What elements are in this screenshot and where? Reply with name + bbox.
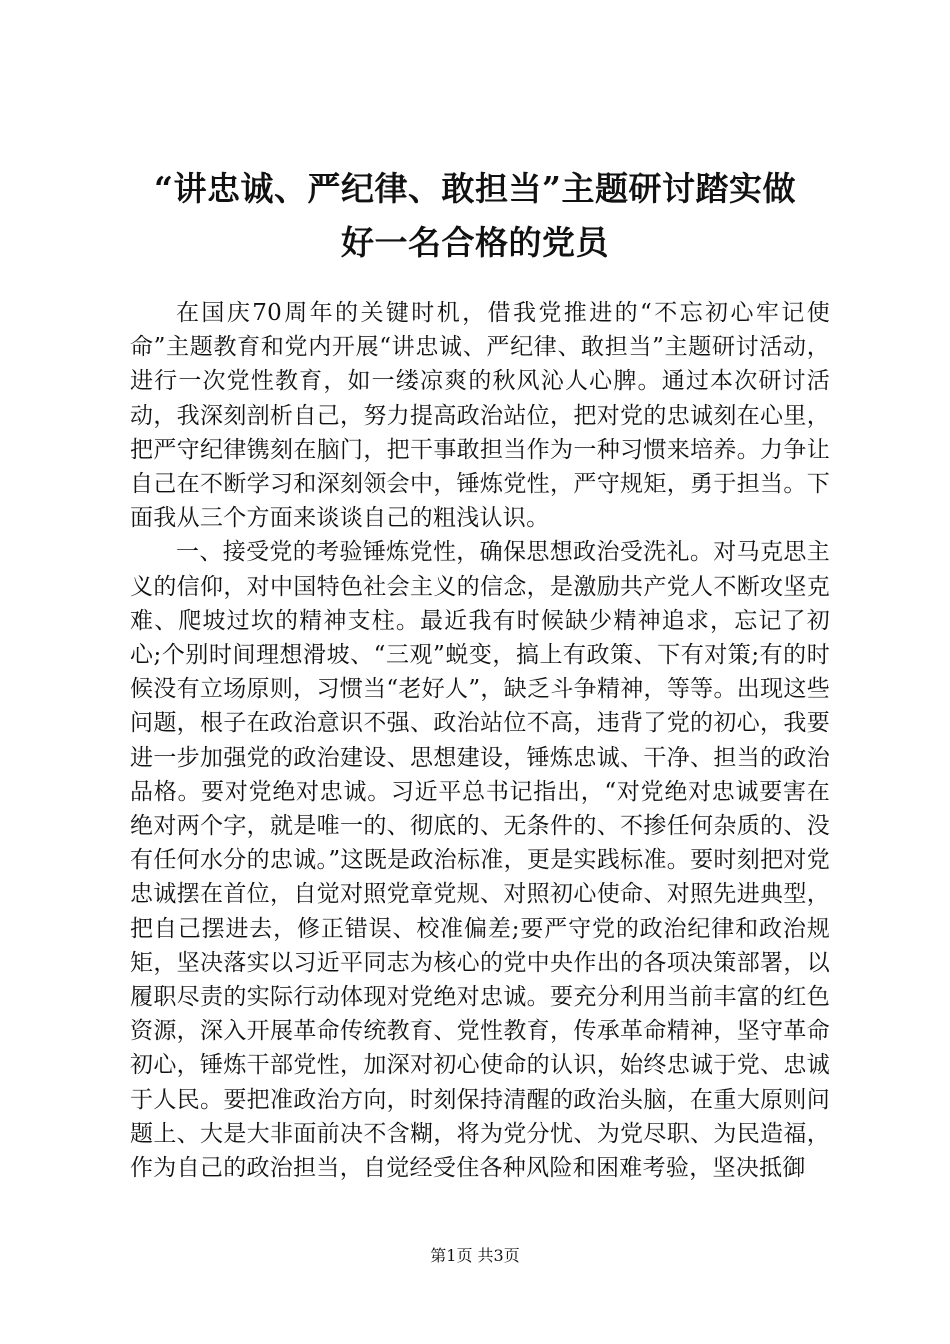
document-body	[130, 296, 830, 1185]
paragraph-section-1: 一、接受党的考验锤炼党性，确保思想政治受洗礼。对马克思主义的信仰，对中国特色社会主义的信念，是激励共产党人不断攻坚克难、爬坡过坎的精神支柱。最近我有时候缺少精神追求，忘记了初心;个别时间理想滑坡、“三观”蜕变，搞上有政策、下有对策;有的时候没有立场原则，习惯当“老好人”，缺乏斗争精神，等等。出现这些问题，根子在政治意识不强、政治站位不高，违背了党的初心，我要进一步加强党的政治建设、思想建设，锤炼忠诚、干净、担当的政治品格。要对党绝对忠诚。习近平总书记指出，“对党绝对忠诚要害在绝对两个字，就是唯一的、彻底的、无条件的、不掺任何杂质的、没有任何水分的忠诚。”这既是政治标准，更是实践标准。要时刻把对党忠诚摆在首位，自觉对照党章党规、对照初心使命、对照先进典型，把自己摆进去，修正错误、校准偏差;要严守党的政治纪律和政治规矩，坚决落实以习近平同志为核心的党中央作出的各项决策部署，以履职尽责的实际行动体现对党绝对忠诚。要充分利用当前丰富的红色资源，深入开展革命传统教育、党性教育，传承革命精神，坚守革命初心，锤炼干部党性，加深对初心使命的认识，始终忠诚于党、忠诚于人民。要把准政治方向，时刻保持清醒的政治头脑，在重大原则问题上、大是大非面前决不含糊，将为党分忧、为党尽职、为民造福，作为自己的政治担当，自觉经受住各种风险和困难考验，坚决抵御	[130, 539, 830, 1182]
document-title-line-2: 好一名合格的党员	[341, 223, 609, 262]
page-footer: 第1页 共3页	[430, 1246, 520, 1265]
paragraph-intro: 在国庆70周年的关键时机，借我党推进的“不忘初心牢记使命”主题教育和党内开展“讲忠诚、严纪律、敢担当”主题研讨活动，进行一次党性教育，如一缕凉爽的秋风沁人心脾。通过本次研讨活动，我深刻剖析自己，努力提高政治站位，把对党的忠诚刻在心里，把严守纪律镌刻在脑门，把干事敢担当作为一种习惯来培养。力争让自己在不断学习和深刻领会中，锤炼党性，严守规矩，勇于担当。下面我从三个方面来谈谈自己的粗浅认识。	[130, 300, 830, 532]
document-title-line-1: “讲忠诚、严纪律、敢担当”主题研讨踏实做	[154, 169, 796, 208]
